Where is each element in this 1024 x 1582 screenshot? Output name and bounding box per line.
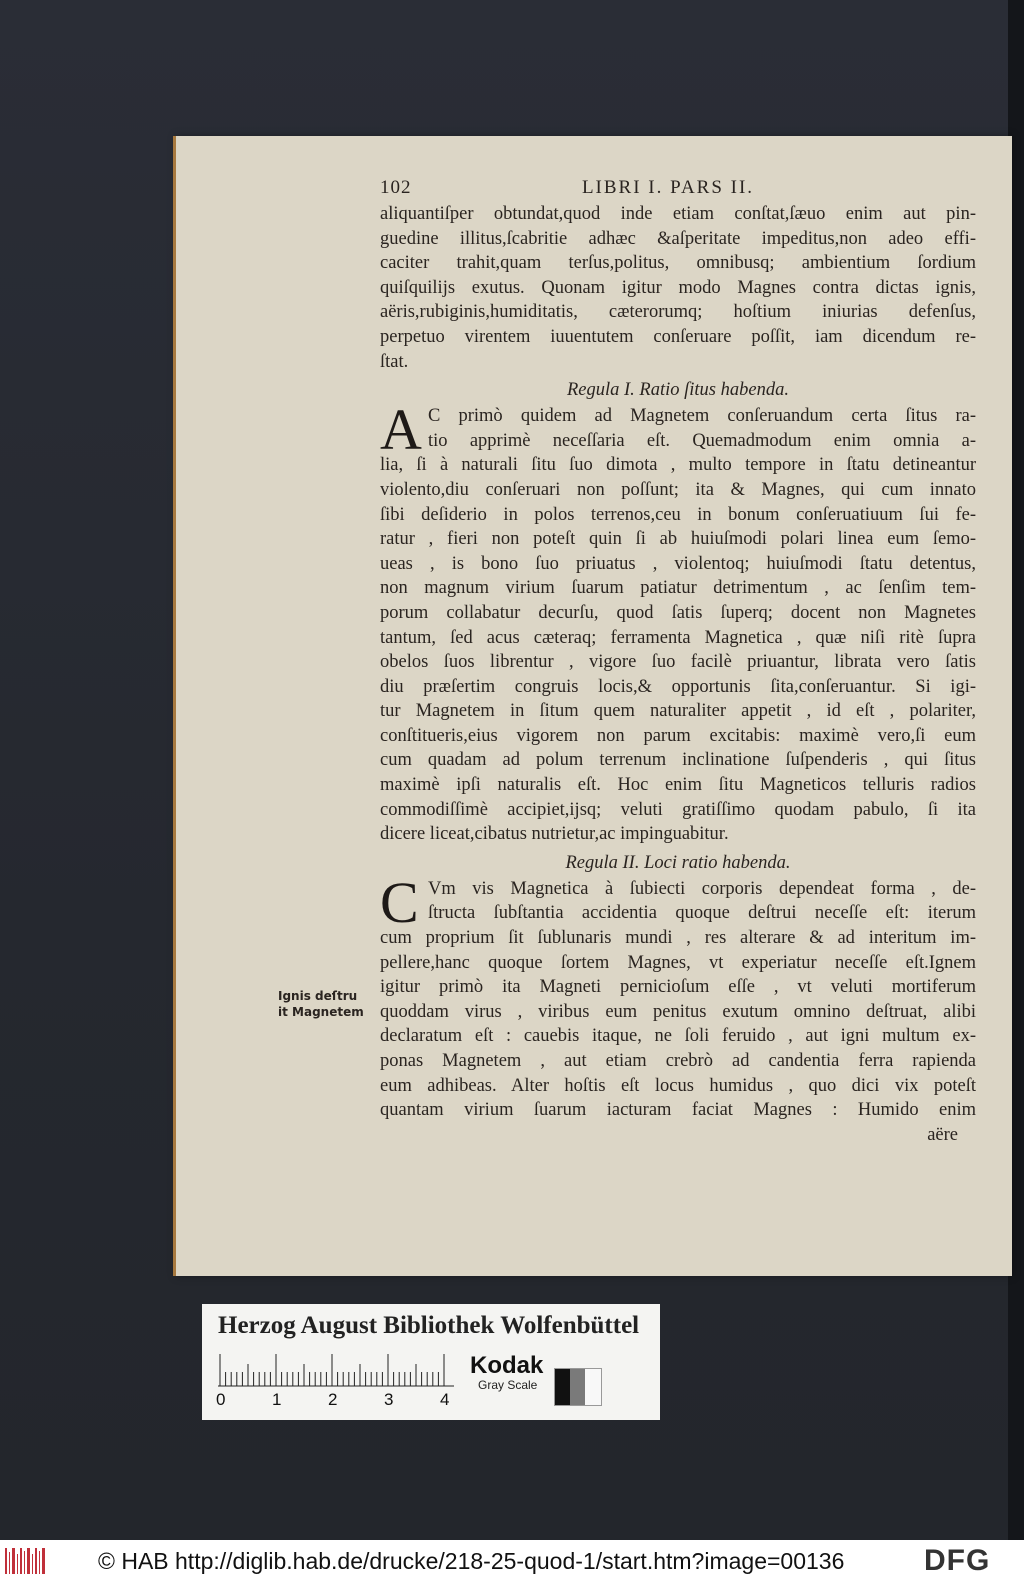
copyright-url: © HAB http://diglib.hab.de/drucke/218-25-quod-1/start.htm?image=00136 [98, 1548, 845, 1574]
drop-cap: A [380, 397, 422, 463]
page-header [380, 176, 976, 202]
book-page [176, 136, 1012, 1276]
dfg-logo: DFG [924, 1544, 991, 1577]
text-line: ratur , fieri non poteſt quin ſi ab huiuſmodi polari linea eum ſemo- [380, 529, 976, 550]
marginal-note [278, 988, 370, 1020]
paragraph-2 [380, 397, 976, 847]
ruler-number: 3 [384, 1390, 394, 1409]
text-line: igitur primò ita Magneti pernicioſum eſſe , vt veluti mortiferum [380, 977, 976, 998]
page-number: 102 [380, 177, 412, 198]
paragraph-1 [380, 202, 976, 374]
text-line: ponas Magnetem , aut etiam crebrò ad candentia ferra rapienda [380, 1051, 976, 1071]
institution-name: Herzog August Bibliothek Wolfenbüttel [218, 1312, 640, 1339]
text-line: quiſquilijs exutus. Quonam igitur modo Magnes contra dictas ignis, [380, 277, 976, 298]
text-line: guedine illitus,ſcabritie adhæc &aſperitate impeditus,non adeo effi- [380, 228, 976, 249]
text-line: ſibi deſiderio in polos terrenos,ceu in bonum conſeruatiuum ſui fe- [380, 504, 976, 525]
drop-cap: C [380, 869, 419, 935]
text-line: aliquantiſper obtundat,quod inde etiam conſtat,ſæuo enim aut pin- [380, 204, 976, 224]
catchword: aëre [927, 1124, 958, 1145]
kodak-logo: Kodak [470, 1352, 544, 1379]
text-line: conſtitueris,eius vigorem non parum excitabis: maximè vero,ſi eum [380, 725, 976, 746]
barcode-icon [4, 1546, 48, 1576]
text-line: tur Magnetem in ſitum quem naturaliter appetit , id eſt , polariter, [380, 701, 976, 722]
text-line: ſtructa ſubſtantia accidentia quoque deſtrui neceſſe eſt: iterum [428, 903, 976, 924]
text-line: aëris,rubiginis,humiditatis, cæterorumq; hoſtium iniurias defenſus, [380, 302, 976, 323]
text-line: C primò quidem ad Magnetem conſeruandum certa ſitus ra- [428, 406, 976, 427]
ruler-number: 2 [328, 1390, 338, 1409]
text-line: Vm vis Magnetica à ſubiecti corporis dependeat forma , de- [428, 878, 976, 899]
ruler-number: 0 [216, 1390, 226, 1409]
marginal-note-line: Ignis deſtru [278, 989, 358, 1003]
text-line: obelos ſuos librentur , vigore ſuo facilè priuantur, librata vero ſatis [380, 652, 976, 673]
ruler-scale [214, 1390, 464, 1410]
color-bar-card [202, 1304, 660, 1420]
text-line: porum collabatur decurſu, quod ſatis ſuperq; docent non Magnetes [380, 602, 976, 623]
text-line: commodiſſimè accipiet,ijsq; veluti gratiſſimo quodam pabulo, ſi ita [380, 799, 976, 820]
text-line: eum adhibeas. Alter hoſtis eſt locus humidus , quo dici vix poteſt [380, 1075, 976, 1096]
text-line: perpetuo virentem iuuentutem conſeruare poſſit, iam dicendum re- [380, 326, 976, 347]
ruler-number: 4 [440, 1390, 450, 1409]
text-line: ſtat. [380, 351, 409, 372]
text-line: maximè ipſi naturalis eſt. Hoc enim ſitu Magneticos telluris radios [380, 775, 976, 796]
marginal-note-line: it Magnetem [278, 1005, 364, 1019]
text-line: pellere,hanc quoque ſortem Magnes, vt experiatur neceſſe eſt.Ignem [380, 952, 976, 973]
rule-heading-2: Regula II. Loci ratio habenda. [565, 852, 791, 873]
text-line: tio apprimè neceſſaria eſt. Quemadmodum enim omnia a- [428, 430, 976, 451]
text-line: caciter trahit,quam terſus,politus, omnibusq; ambientium ſordium [380, 253, 976, 274]
page-text [380, 176, 976, 1147]
text-line: lia, ſi à naturali ſitu ſuo dimota , multo tempore in ſtatu detineantur [380, 455, 976, 476]
text-line: tantum, ſed acus cæteraq; ferramenta Magnetica , quæ niſi ritè ſupra [380, 627, 976, 648]
gray-scale-label: Gray Scale [478, 1378, 538, 1392]
rule-heading-1: Regula I. Ratio ſitus habenda. [567, 380, 789, 401]
text-line: dicere liceat,cibatus nutrietur,ac impinguabitur. [380, 824, 729, 845]
paragraph-3 [380, 869, 976, 1147]
footer-bar [0, 1540, 1024, 1582]
text-line: ueas , is bono ſuo priuatus , violentoq; huiuſmodi ſtatu detentus, [380, 553, 976, 574]
running-head: LIBRI I. PARS II. [581, 177, 755, 198]
text-line: diu præſertim congruis locis,& opportunis ſita,conſeruantur. Si igi- [380, 676, 976, 697]
text-line: quoddam virus , viribus eum penitus exutum omnino deſtruat, alibi [380, 1001, 976, 1022]
text-line: violento,diu conſeruari non poſſunt; ita & Magnes, qui cum innato [380, 479, 976, 500]
gray-patch-icon [554, 1368, 602, 1406]
text-line: cum quadam ad polum terrenum inclinatione ſuſpenderis , qui ſitus [380, 750, 976, 771]
text-line: declaratum eſt : cauebis itaque, ne ſoli feruido , aut igni multum ex- [380, 1026, 976, 1047]
text-line: non magnum virium ſuarum patiatur detrimentum , ac ſenſim tem- [380, 578, 976, 599]
ruler-icon [218, 1350, 454, 1390]
ruler-number: 1 [272, 1390, 282, 1409]
text-line: quantam virium ſuarum iacturam faciat Magnes : Humido enim [380, 1100, 976, 1121]
text-line: cum proprium ſit ſublunaris mundi , res alterare & ad interitum im- [380, 928, 976, 949]
